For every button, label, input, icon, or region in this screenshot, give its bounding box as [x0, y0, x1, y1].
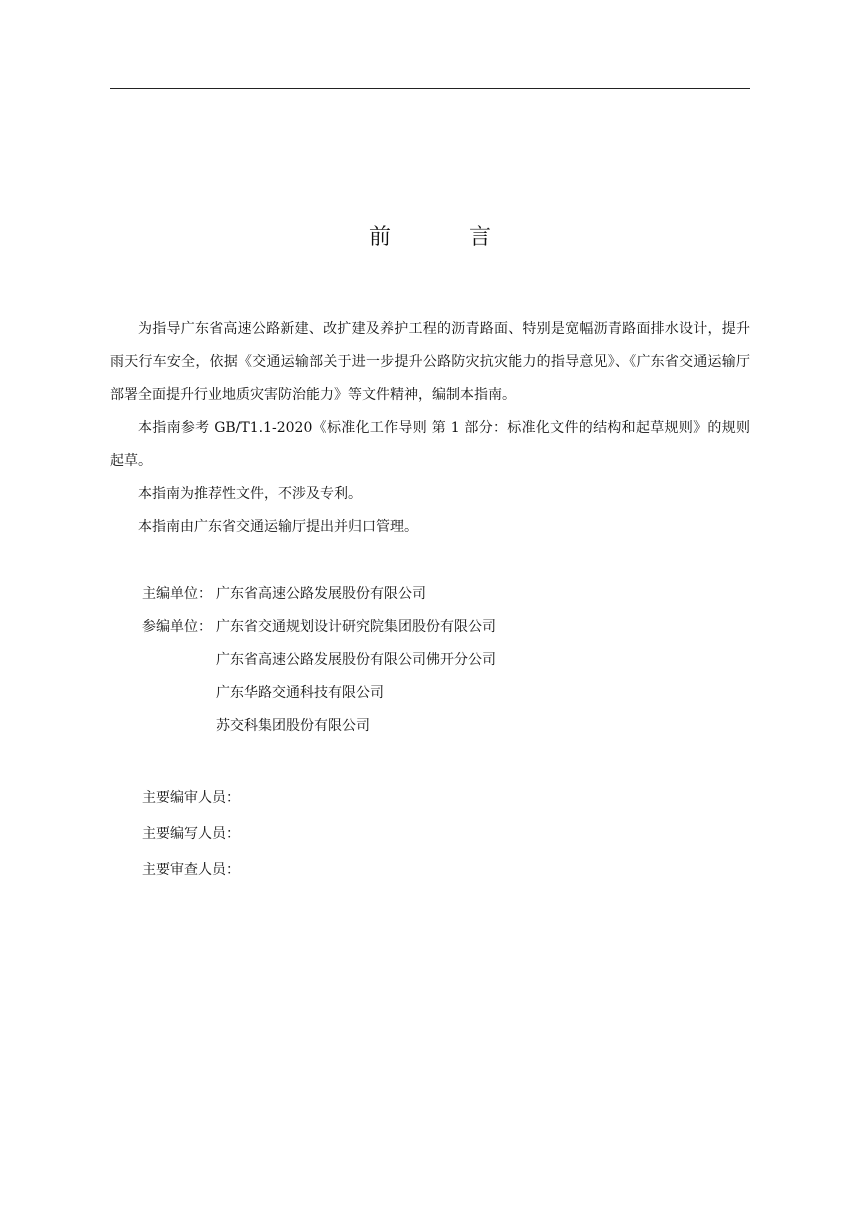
paragraph-drafting-rules: 本指南参考 GB/T1.1-2020《标准化工作导则 第 1 部分：标准化文件的结构和起草规则》的规则起草。 [110, 420, 750, 469]
participating-unit-name: 广东省高速公路发展股份有限公司佛开分公司 [216, 652, 496, 668]
writers-label: 主要编写人员： [142, 826, 240, 842]
participating-unit-name: 广东省交通规划设计研究院集团股份有限公司 [216, 619, 496, 635]
organizations-section [142, 578, 496, 743]
participating-unit-row [142, 611, 496, 644]
participating-unit-row [142, 710, 496, 743]
paragraph-patent-notice: 本指南为推荐性文件，不涉及专利。 [138, 486, 362, 502]
participating-unit-label: 参编单位： [142, 619, 212, 635]
paragraph-purpose: 为指导广东省高速公路新建、改扩建及养护工程的沥青路面、特别是宽幅沥青路面排水设计，提升雨天行车安全，依据《交通运输部关于进一步提升公路防灾抗灾能力的指导意见》、《广东省交通运输厅部署全面提升行业地质灾害防治能力》等文件精神，编制本指南。 [110, 321, 750, 403]
paragraph-management: 本指南由广东省交通运输厅提出并归口管理。 [138, 519, 418, 535]
participating-unit-row [142, 677, 496, 710]
personnel-section [142, 780, 240, 888]
participating-unit-name: 苏交科集团股份有限公司 [216, 718, 370, 734]
inspectors-label: 主要审查人员： [142, 862, 240, 878]
reviewers-label: 主要编审人员： [142, 790, 240, 806]
participating-unit-name: 广东华路交通科技有限公司 [216, 685, 384, 701]
participating-unit-row [142, 644, 496, 677]
header-rule [110, 88, 750, 89]
page-title: 前 言 [368, 225, 519, 250]
chief-unit-row [142, 578, 496, 611]
chief-unit-label: 主编单位： [142, 586, 212, 602]
chief-unit-name: 广东省高速公路发展股份有限公司 [216, 586, 426, 602]
foreword-body [110, 313, 750, 544]
